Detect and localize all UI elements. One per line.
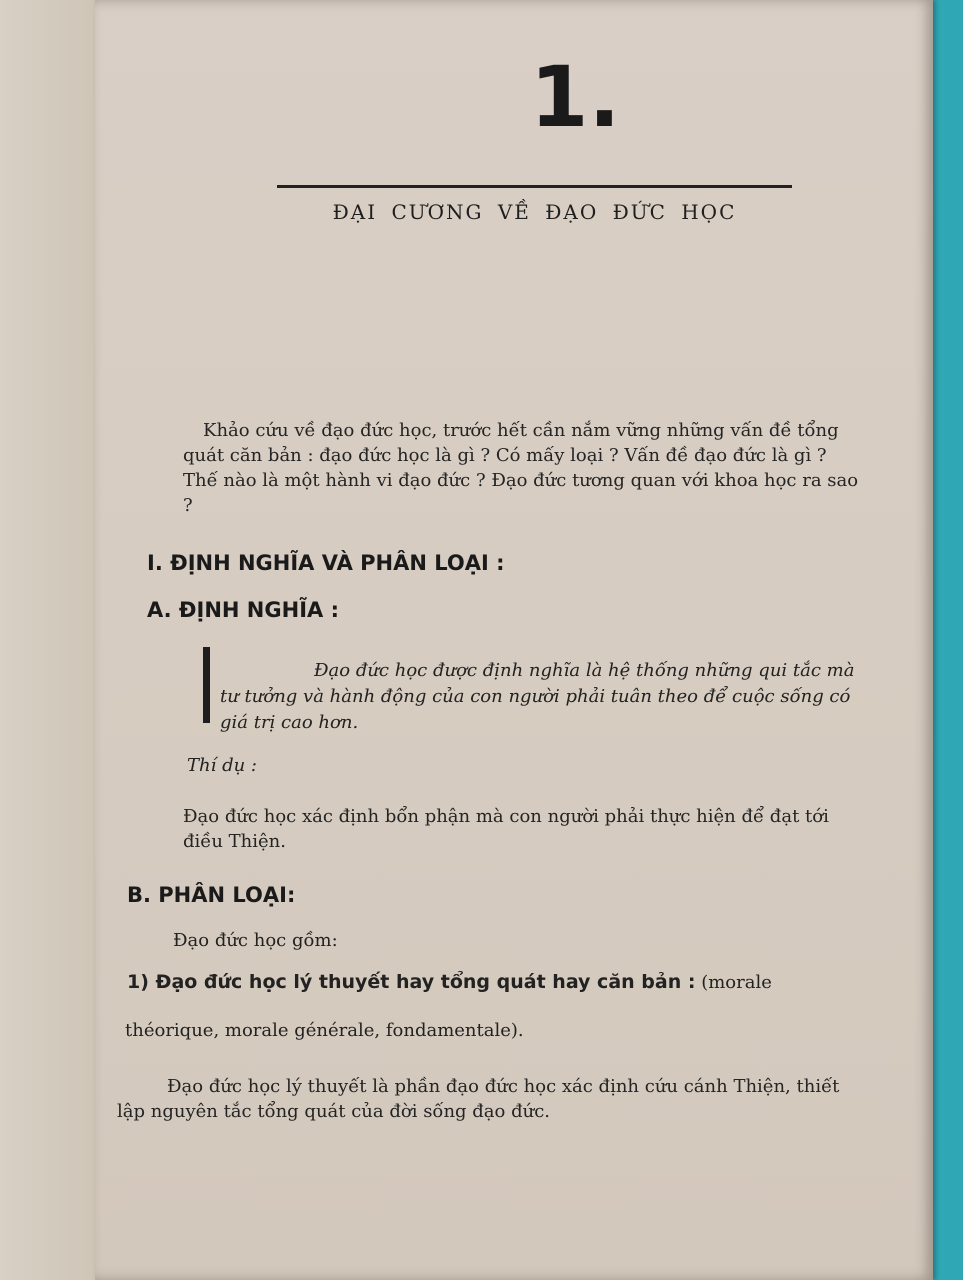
subsection-heading-a: A. ĐỊNH NGHĨA :	[147, 598, 339, 622]
example-paragraph: Đạo đức học xác định bổn phận mà con người phải thực hiện để đạt tới điều Thiện.	[183, 806, 829, 852]
section-heading: I. ĐỊNH NGHĨA VÀ PHÂN LOẠI :	[147, 551, 505, 575]
example-label: Thí dụ :	[187, 755, 257, 776]
title-rule	[277, 185, 792, 188]
quote-bar	[203, 647, 210, 723]
item-1-line	[127, 970, 862, 995]
classification-intro: Đạo đức học gồm:	[173, 930, 338, 951]
definition-quote: Đạo đức học được định nghĩa là hệ thống những qui tắc mà tư tưởng và hành động của con người phải tuân theo để cuộc sống có giá trị cao hơn.	[220, 660, 855, 733]
book-page	[95, 0, 933, 1280]
item-1-title: 1) Đạo đức học lý thuyết hay tổng quát hay căn bản :	[127, 971, 696, 993]
item-1-rest: (morale	[701, 972, 772, 993]
item-1-continuation: théorique, morale générale, fondamentale).	[125, 1020, 524, 1041]
intro-paragraph: Khảo cứu về đạo đức học, trước hết cần nắm vững những vấn đề tổng quát căn bản : đạo đức học là gì ? Có mấy loại ? Vấn đề đạo đức là gì ? Thế nào là một hành vi đạo đức ? Đạo đức tương quan với khoa học ra sao ?	[183, 420, 859, 516]
item-1-paragraph: Đạo đức học lý thuyết là phần đạo đức học xác định cứu cánh Thiện, thiết lập nguyên tắc tổng quát của đời sống đạo đức.	[117, 1076, 840, 1122]
subsection-heading-b: B. PHÂN LOẠI:	[127, 883, 296, 907]
chapter-number: 1.	[530, 48, 621, 146]
chapter-title: ĐẠI CƯƠNG VỀ ĐẠO ĐỨC HỌC	[332, 200, 737, 224]
